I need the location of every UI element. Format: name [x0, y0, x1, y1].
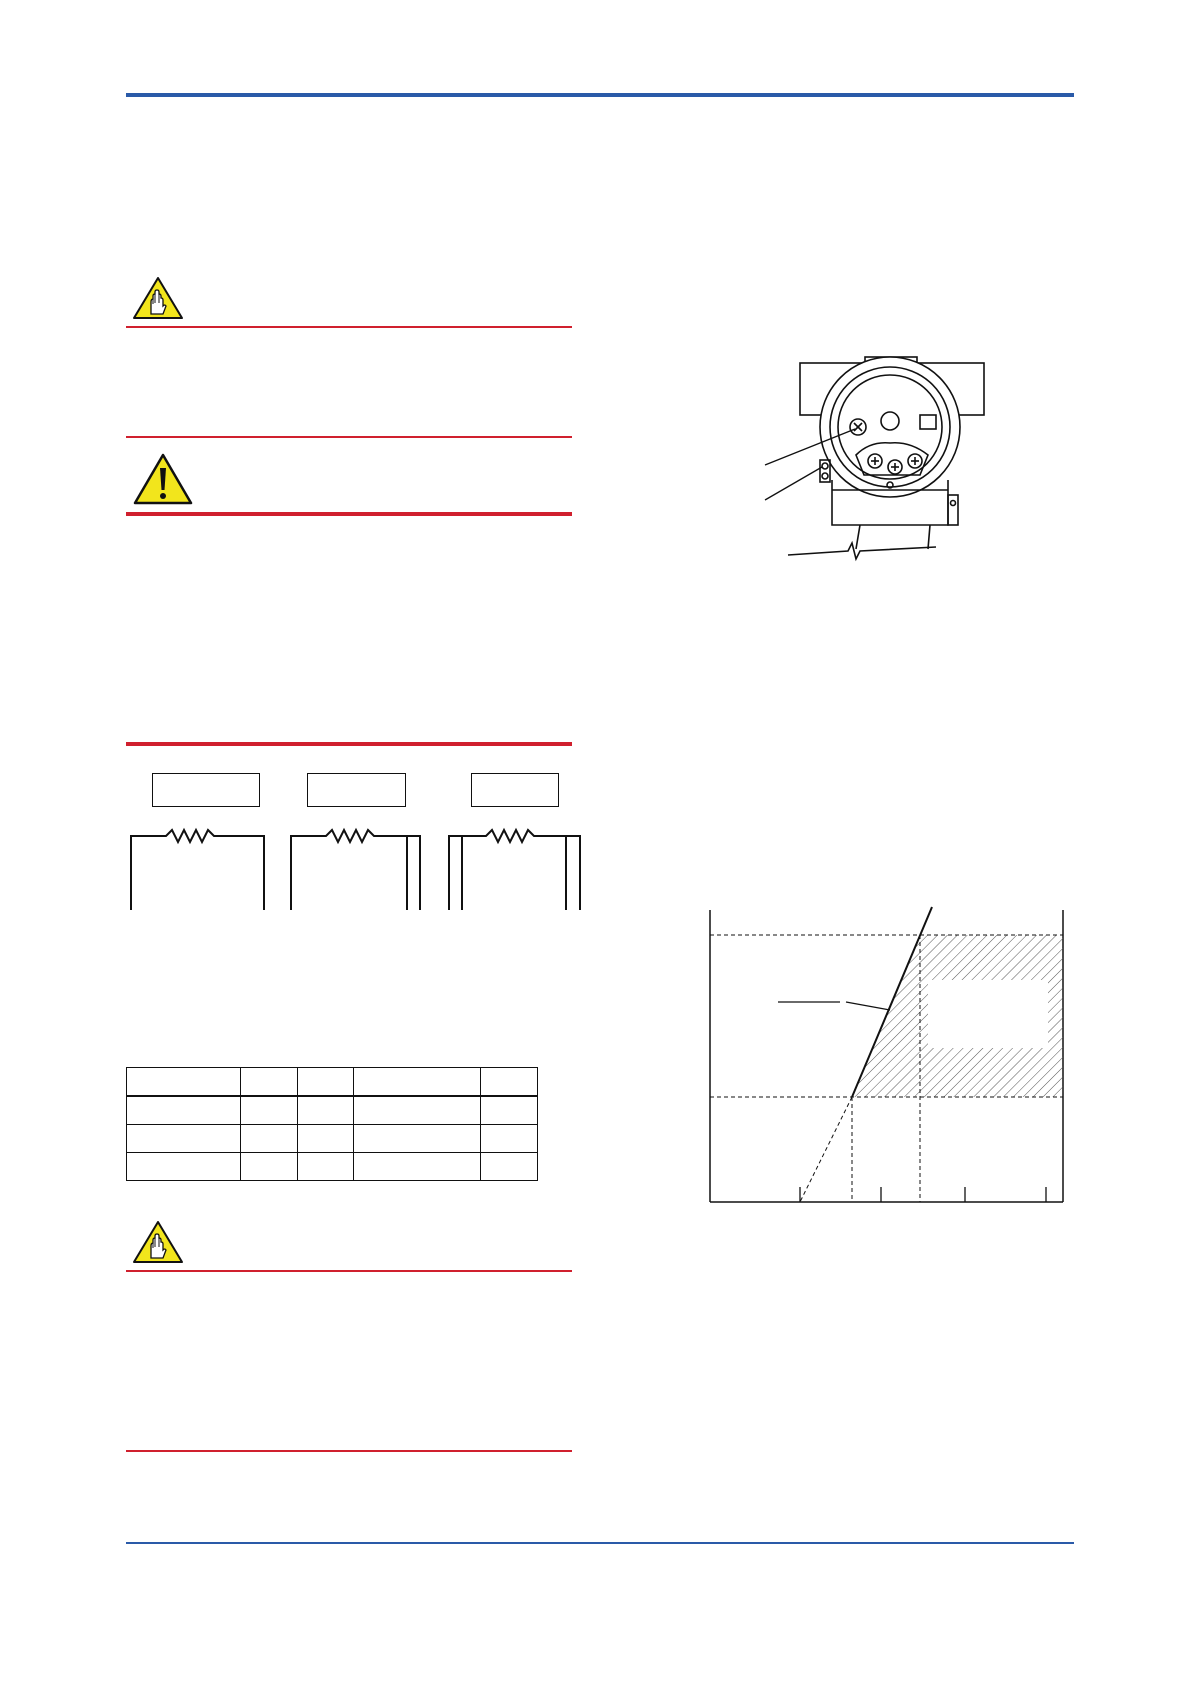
- table-cell: [481, 1125, 538, 1153]
- table-row: [127, 1125, 538, 1153]
- region-label-box: [928, 980, 1048, 1048]
- wiring-box-2: [307, 773, 406, 807]
- important-rule-bottom: [126, 436, 572, 438]
- table-cell: [297, 1096, 354, 1125]
- table-cell: [127, 1096, 241, 1125]
- spec-table: [126, 1067, 538, 1181]
- wiring-box-3: [471, 773, 559, 807]
- table-header-row: [127, 1068, 538, 1097]
- header-rule: [126, 93, 1074, 97]
- table-cell: [354, 1096, 481, 1125]
- table-cell: [127, 1068, 241, 1097]
- exclamation-warning-icon: [132, 452, 194, 506]
- table-cell: [481, 1096, 538, 1125]
- table-cell: [481, 1068, 538, 1097]
- table-row: [127, 1096, 538, 1125]
- table-cell: [241, 1096, 298, 1125]
- table-cell: [354, 1125, 481, 1153]
- table-cell: [354, 1068, 481, 1097]
- table-cell: [127, 1153, 241, 1181]
- warning-rule-bottom: [126, 742, 572, 746]
- operating-region-chart: [700, 905, 1080, 1205]
- table-cell: [127, 1125, 241, 1153]
- wiring-box-1: [152, 773, 260, 807]
- important-rule-top: [126, 326, 572, 328]
- table-cell: [241, 1068, 298, 1097]
- transmitter-terminal-figure: [760, 355, 1000, 595]
- resistor-wiring-diagram: [126, 820, 586, 915]
- important-2-rule-top: [126, 1270, 572, 1272]
- table-row: [127, 1153, 538, 1181]
- table-cell: [481, 1153, 538, 1181]
- table-cell: [241, 1153, 298, 1181]
- table-cell: [241, 1125, 298, 1153]
- hand-caution-icon: [132, 1220, 184, 1264]
- table-cell: [354, 1153, 481, 1181]
- warning-rule-top: [126, 512, 572, 516]
- important-2-rule-bottom: [126, 1450, 572, 1452]
- table-cell: [297, 1153, 354, 1181]
- hand-caution-icon: [132, 276, 184, 320]
- footer-rule: [126, 1542, 1074, 1544]
- table-cell: [297, 1068, 354, 1097]
- table-cell: [297, 1125, 354, 1153]
